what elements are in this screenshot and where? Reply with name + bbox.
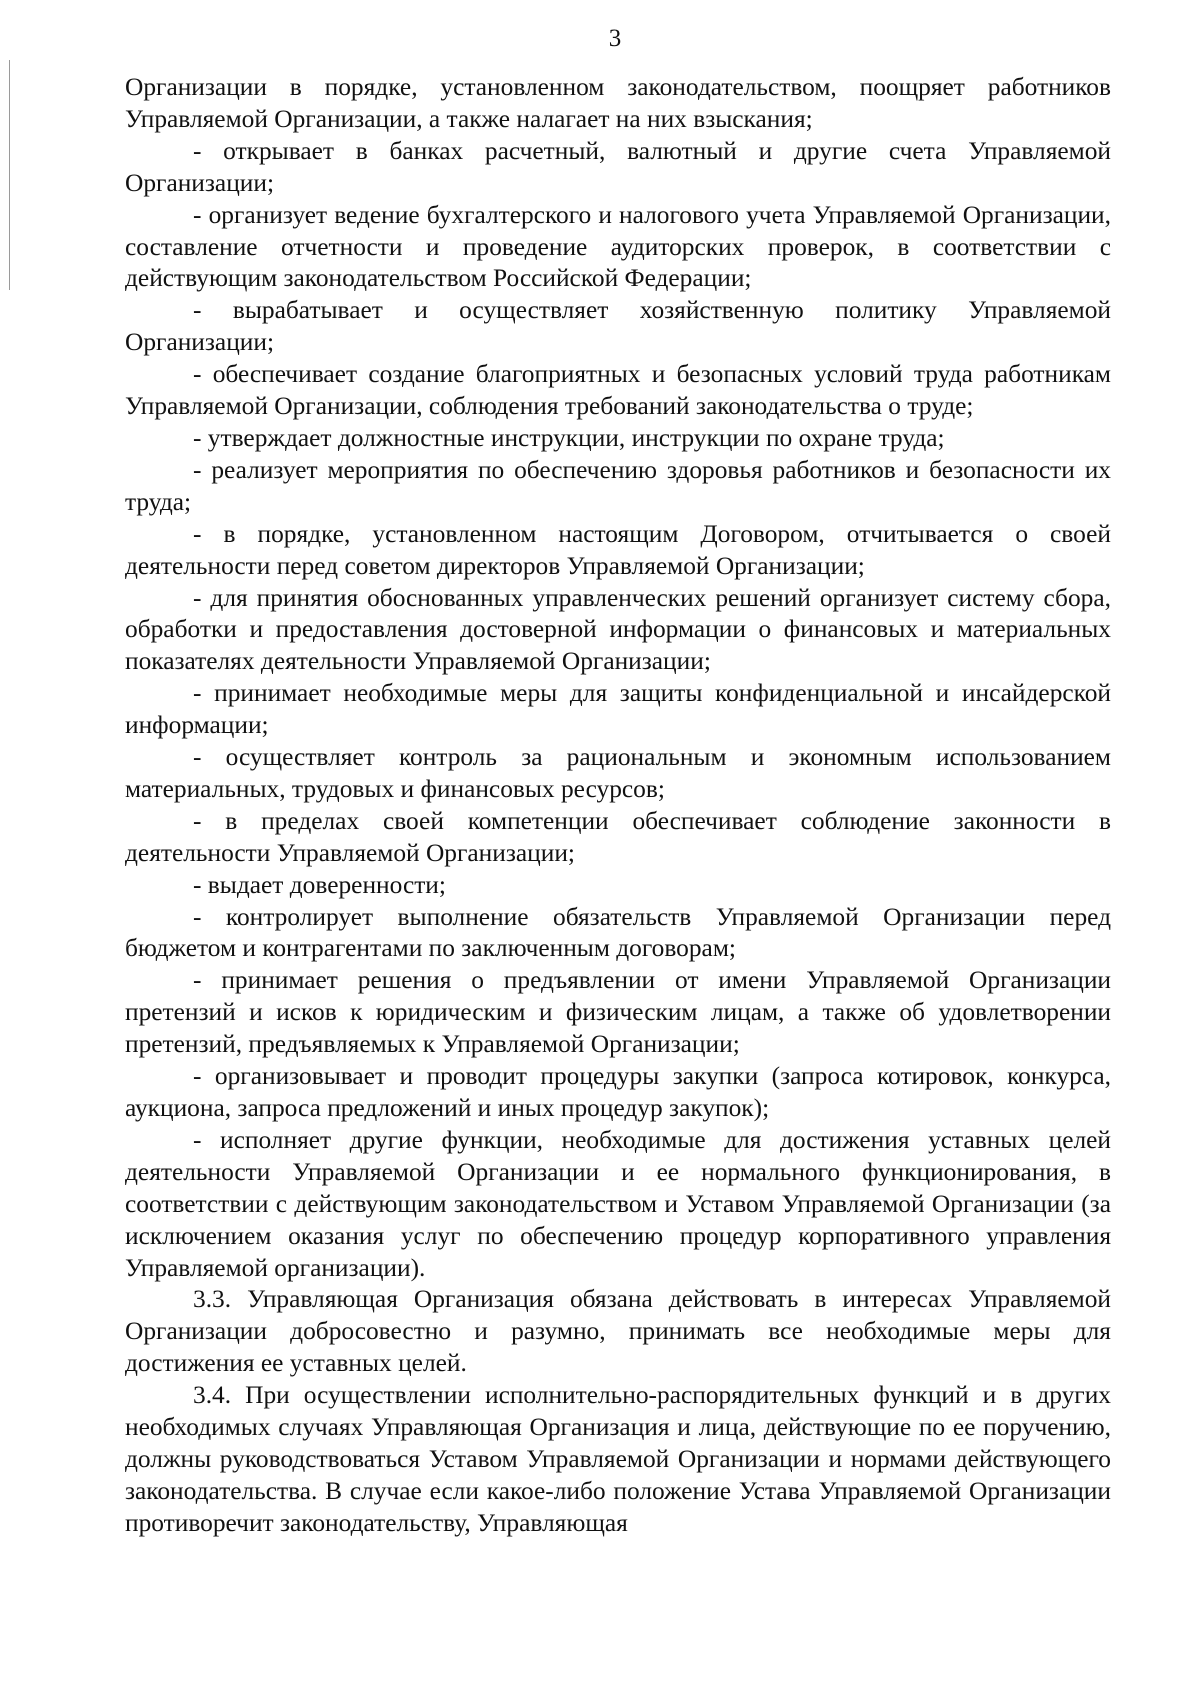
paragraph-bank-accounts: - открывает в банках расчетный, валютный и другие счета Управляемой Организации; xyxy=(125,136,1111,197)
paragraph-power-of-attorney: - выдает доверенности; xyxy=(193,870,446,899)
paragraph-other-functions: - исполняет другие функции, необходимые для достижения уставных целей деятельности Управляемой Организации и ее нормального функционирования, в соответствии с действующим законодательством и Уставом Управляемой Организации (за исключением оказания услуг по обеспечению процедур корпоративного управления Управляемой организации). xyxy=(125,1125,1111,1282)
page-number: 3 xyxy=(608,25,622,52)
paragraph-working-conditions: - обеспечивает создание благоприятных и безопасных условий труда работникам Управляемой Организации, соблюдения требований законодательства о труде; xyxy=(125,360,1111,421)
body-text xyxy=(125,72,1111,1540)
paragraph-information-system: - для принятия обоснованных управленческих решений организует систему сбора, обработки и предоставления достоверной информации о финансовых и материальных показателях деятельности Управляемой Организации; xyxy=(125,583,1111,676)
paragraph-reporting: - в порядке, установленном настоящим Договором, отчитывается о своей деятельности перед советом директоров Управляемой Организации; xyxy=(125,519,1111,580)
paragraph-legality: - в пределах своей компетенции обеспечивает соблюдение законности в деятельности Управляемой Организации; xyxy=(125,806,1111,867)
paragraph-procurement: - организовывает и проводит процедуры закупки (запроса котировок, конкурса, аукциона, запроса предложений и иных процедур закупок); xyxy=(125,1062,1111,1122)
scan-edge-line xyxy=(9,60,10,290)
paragraph-health-measures: - реализует мероприятия по обеспечению здоровья работников и безопасности их труда; xyxy=(125,455,1111,516)
paragraph-claims: - принимает решения о предъявлении от имени Управляемой Организации претензий и исков к юридическим и физическим лицам, а также об удовлетворении претензий, предъявляемых к Управляемой Организации; xyxy=(125,966,1111,1059)
paragraph-job-instructions: - утверждает должностные инструкции, инструкции по охране труда; xyxy=(193,423,945,452)
paragraph-continuation: Организации в порядке, установленном законодательством, поощряет работников Управляемой Организации, а также налагает на них взыскания; xyxy=(125,73,1111,133)
paragraph-obligations: - контролирует выполнение обязательств Управляемой Организации перед бюджетом и контрагентами по заключенным договорам; xyxy=(125,902,1111,963)
paragraph-confidential-info: - принимает необходимые меры для защиты конфиденциальной и инсайдерской информации; xyxy=(125,679,1111,740)
paragraph-section-3-4: 3.4. При осуществлении исполнительно-распорядительных функций и в других необходимых случаях Управляющая Организация и лица, действующие по ее поручению, должны руководствоваться Уставом Управляемой Организации и нормами действующего законодательства. В случае если какое-либо положение Устава Управляемой Организации противоречит законодательству, Управляющая xyxy=(125,1381,1111,1537)
paragraph-section-3-3: 3.3. Управляющая Организация обязана действовать в интересах Управляемой Организации добросовестно и разумно, принимать все необходимые меры для достижения ее уставных целей. xyxy=(125,1285,1111,1378)
paragraph-economic-policy: - вырабатывает и осуществляет хозяйственную политику Управляемой Организации; xyxy=(125,296,1111,357)
paragraph-accounting: - организует ведение бухгалтерского и налогового учета Управляемой Организации, составление отчетности и проведение аудиторских проверок, в соответствии с действующим законодательством Российской Федерации; xyxy=(125,200,1111,293)
paragraph-resource-control: - осуществляет контроль за рациональным и экономным использованием материальных, трудовых и финансовых ресурсов; xyxy=(125,743,1111,803)
